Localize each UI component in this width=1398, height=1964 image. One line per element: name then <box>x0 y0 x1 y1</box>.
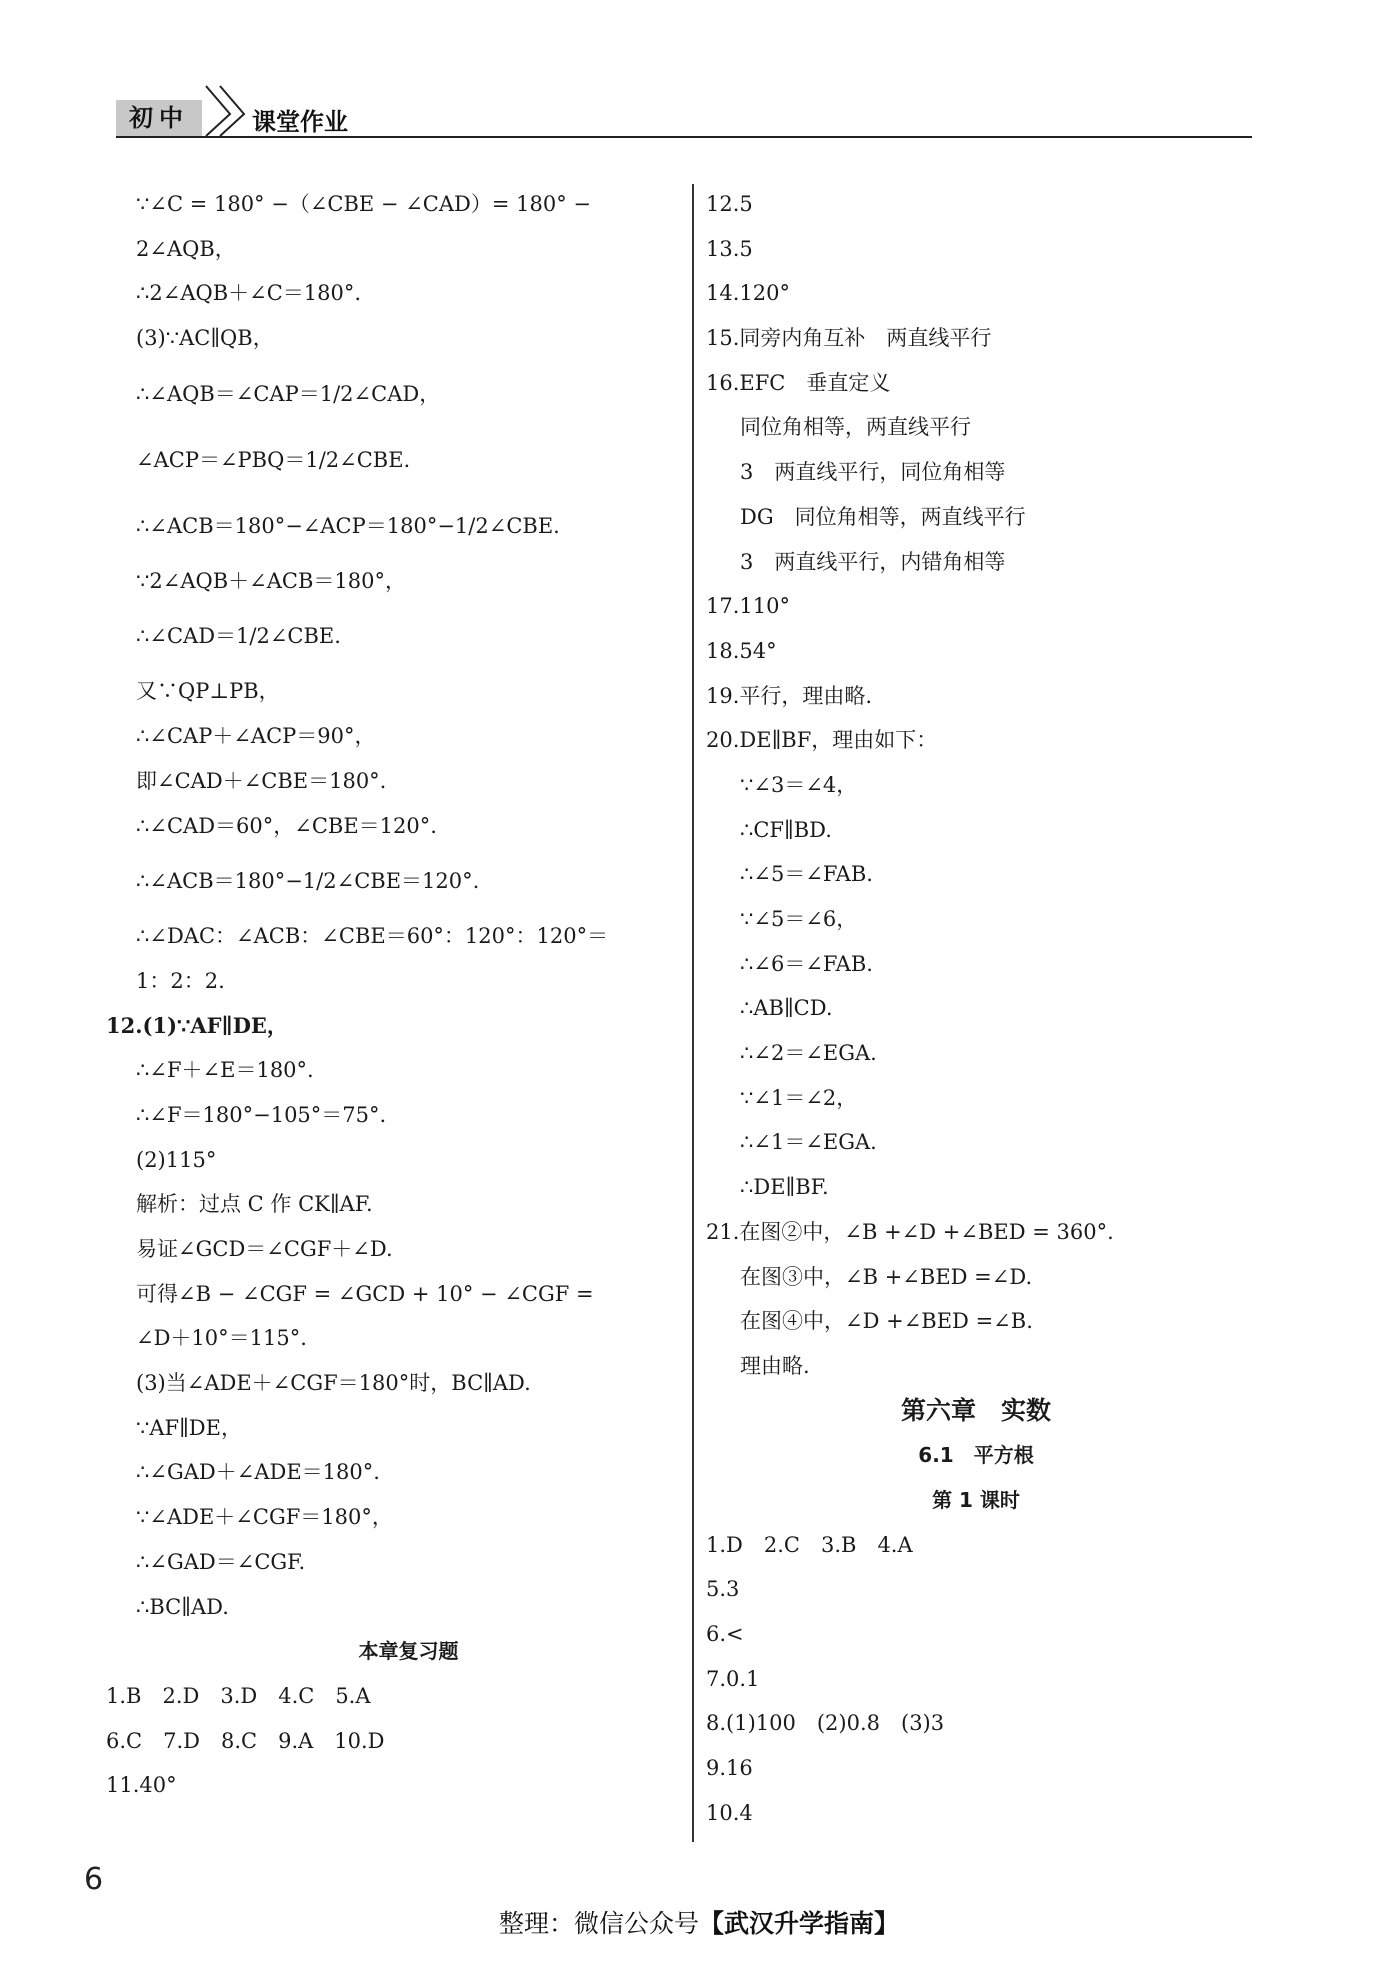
header-grade-label: 初中 <box>116 100 202 136</box>
answer-line: ∴∠CAD＝60°，∠CBE＝120°. <box>136 813 437 838</box>
left-column <box>106 182 681 1808</box>
answer-line: 解析：过点 C 作 CK∥AF. <box>136 1192 373 1217</box>
answer-line: 理由略. <box>740 1353 810 1378</box>
right-column <box>706 182 1246 1835</box>
answer-line: 13.5 <box>706 236 753 261</box>
answer-line: 16.EFC 垂直定义 <box>706 370 891 395</box>
answer-line: (3)当∠ADE＋∠CGF＝180°时，BC∥AD. <box>136 1371 531 1396</box>
answer-line: ∴∠AQB＝∠CAP＝1/2∠CAD， <box>136 381 441 406</box>
answer-line: 6.< <box>706 1622 744 1646</box>
answer-line: 1：2：2. <box>136 968 225 993</box>
answer-line: ∴∠CAP＋∠ACP＝90°， <box>136 724 376 749</box>
answer-line: ∵∠5＝∠6， <box>740 907 858 931</box>
answer-line: 2∠AQB， <box>136 236 236 261</box>
section-heading: 6.1 平方根 <box>918 1443 1034 1468</box>
answer-line: 20.DE∥BF，理由如下： <box>706 728 938 753</box>
answer-line: (3)∵AC∥QB， <box>136 326 274 351</box>
answer-line: ∴2∠AQB＋∠C＝180°. <box>136 281 362 306</box>
answer-line: 3 两直线平行，内错角相等 <box>740 549 1006 574</box>
answer-line: 1.D 2.C 3.B 4.A <box>706 1532 913 1557</box>
answer-line: ∴∠1＝∠EGA. <box>740 1130 877 1155</box>
answer-line: ∴∠ACB＝180°−1/2∠CBE＝120°. <box>136 869 480 894</box>
answer-line: ∴BC∥AD. <box>136 1594 229 1619</box>
answer-line: 又∵QP⊥PB， <box>136 679 280 704</box>
answer-line: 在图④中，∠D +∠BED =∠B. <box>740 1309 1033 1334</box>
header-rule <box>116 136 1252 138</box>
answer-line: ∴∠CAD＝1/2∠CBE. <box>136 624 341 649</box>
header-title: 课堂作业 <box>252 108 348 136</box>
answer-line: 6.C 7.D 8.C 9.A 10.D <box>106 1728 385 1753</box>
answer-line: 19.平行，理由略. <box>706 683 873 708</box>
chapter-heading: 第六章 实数 <box>900 1395 1051 1425</box>
answer-line: ∠D＋10°＝115°. <box>136 1326 307 1351</box>
answer-line: ∵∠1＝∠2， <box>740 1085 858 1110</box>
footer-account-name: 【武汉升学指南】 <box>699 1909 900 1938</box>
answer-line: ∴DE∥BF. <box>740 1175 829 1200</box>
answer-line: ∴∠2＝∠EGA. <box>740 1041 877 1066</box>
answer-line: 18.54° <box>706 638 777 663</box>
answer-line: 可得∠B − ∠CGF = ∠GCD + 10° − ∠CGF = <box>136 1281 594 1306</box>
answer-line: ∴∠5＝∠FAB. <box>740 862 873 887</box>
answer-line: 即∠CAD＋∠CBE＝180°. <box>136 768 387 793</box>
answer-line: 1.B 2.D 3.D 4.C 5.A <box>106 1683 371 1708</box>
answer-line: ∴∠GAD＝∠CGF. <box>136 1549 306 1574</box>
answer-line: 8.(1)100 (2)0.8 (3)3 <box>706 1711 945 1736</box>
answer-line: ∵∠ADE＋∠CGF＝180°， <box>136 1505 393 1530</box>
page-header <box>116 100 1252 138</box>
answer-line: (2)115° <box>136 1147 217 1172</box>
answer-line: ∴∠F＋∠E＝180°. <box>136 1058 314 1083</box>
question-12-line: 12.(1)∵AF∥DE， <box>106 1012 288 1038</box>
answer-line: ∴CF∥BD. <box>740 817 832 842</box>
column-divider <box>692 184 694 1842</box>
answer-line: 3 两直线平行，同位角相等 <box>740 460 1006 485</box>
answer-line: ∴∠6＝∠FAB. <box>740 951 873 976</box>
answer-line: ∴AB∥CD. <box>740 996 833 1021</box>
answer-line: ∵∠3＝∠4， <box>740 772 858 797</box>
footer-prefix: 整理：微信公众号 <box>498 1909 699 1938</box>
answer-line: 12.5 <box>706 192 753 216</box>
answer-line: 17.110° <box>706 594 790 619</box>
page-number: 6 <box>84 1862 104 1897</box>
answer-line: 11.40° <box>106 1773 177 1798</box>
answer-line: ∴∠F＝180°−105°＝75°. <box>136 1102 387 1127</box>
answer-line: ∵AF∥DE， <box>136 1415 242 1440</box>
answer-line: 易证∠GCD＝∠CGF＋∠D. <box>136 1237 393 1261</box>
lesson-heading: 第 1 课时 <box>932 1487 1020 1512</box>
answer-line: 14.120° <box>706 281 790 306</box>
answer-line: 21.在图②中，∠B +∠D +∠BED = 360°. <box>706 1219 1114 1244</box>
answer-line: 5.3 <box>706 1577 740 1602</box>
answer-line: 9.16 <box>706 1756 753 1781</box>
answer-line: 15.同旁内角互补 两直线平行 <box>706 326 992 351</box>
answer-line: 7.0.1 <box>706 1666 760 1691</box>
review-section-heading: 本章复习题 <box>358 1639 459 1664</box>
answer-line: ∠ACP＝∠PBQ＝1/2∠CBE. <box>136 447 411 472</box>
answer-line: 在图③中，∠B +∠BED =∠D. <box>740 1264 1033 1289</box>
answer-line: ∴∠GAD＋∠ADE＝180°. <box>136 1460 380 1485</box>
answer-line: ∴∠DAC：∠ACB：∠CBE＝60°：120°：120°＝ <box>136 924 609 949</box>
answer-line: ∵2∠AQB＋∠ACB＝180°， <box>136 568 406 593</box>
answer-line: ∵∠C = 180° −（∠CBE − ∠CAD）= 180° − <box>136 192 591 216</box>
answer-line: ∴∠ACB＝180°−∠ACP＝180°−1/2∠CBE. <box>136 513 560 538</box>
footer-credit <box>0 1904 1398 1940</box>
answer-line: 同位角相等，两直线平行 <box>740 415 971 440</box>
answer-line: 10.4 <box>706 1800 753 1825</box>
answer-line: DG 同位角相等，两直线平行 <box>740 504 1026 529</box>
